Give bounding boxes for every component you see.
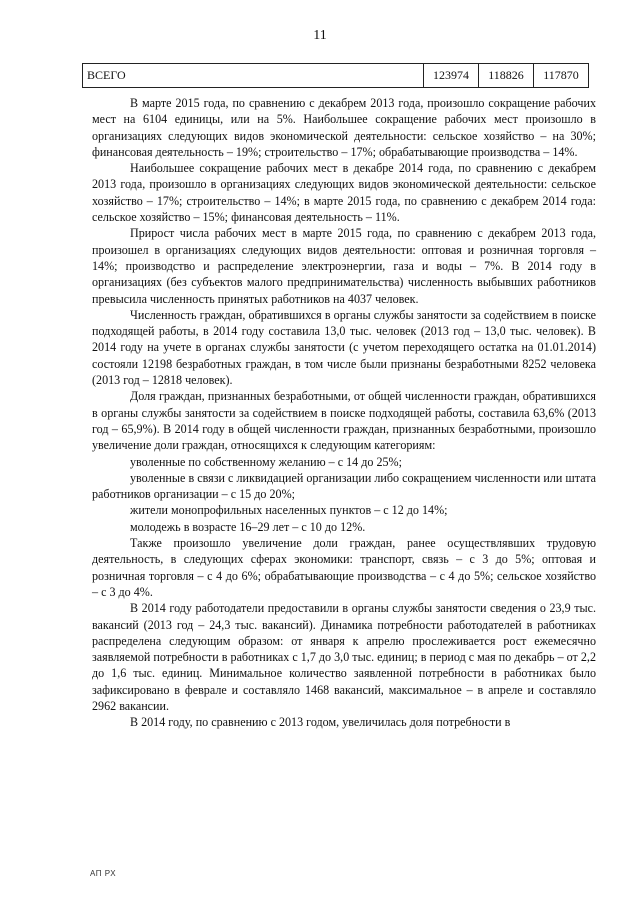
list-item: уволенные по собственному желанию – с 14 до 25%; [130,454,402,469]
paragraph: Прирост числа рабочих мест в марте 2015 года, по сравнению с декабрем 2013 года, произошел в организациях следующих видов деятельности: оптовая и розничная торговля – 14%; производство и распределение электроэнергии, газа и воды – 7%. В 2014 году в организациях (без субъектов малого предпринимательства) численность выбывших работников превысила численность принятых работников на 4037 человек. [92,226,596,306]
total-table [82,63,589,88]
table-cell-value: 117870 [534,64,589,88]
page-number: 11 [313,28,327,43]
document-body [92,95,596,731]
footer-mark: АП РХ [90,869,117,878]
list-item: жители монопрофильных населенных пунктов – с 12 до 14%; [130,503,448,518]
table-cell-value: 118826 [479,64,534,88]
paragraph: В марте 2015 года, по сравнению с декабрем 2013 года, произошло сокращение рабочих мест на 6104 единицы, или на 5%. Наибольшее сокращение рабочих мест произошло в организациях следующих видов экономической деятельности: сельское хозяйство – на 30%; финансовая деятельность – 19%; строительство – 17%; обрабатывающие производства – 14%. [92,96,596,159]
paragraph: Численность граждан, обратившихся в органы службы занятости за содействием в поиске подходящей работы, в 2014 году составила 13,0 тыс. человек (2013 год – 13,0 тыс. человек). В 2014 году на учете в органах службы занятости (с учетом переходящего остатка на 01.01.2014) состояли 12198 безработных граждан, в том числе были признаны безработными 8252 человека (2013 год – 12818 человек). [92,307,596,388]
paragraph: В 2014 году работодатели предоставили в органы службы занятости сведения о 23,9 тыс. вакансий (2013 год – 24,3 тыс. вакансий). Динамика потребности работодателей в работниках распределена следующим образом: от января к апрелю прослеживается рост ежемесячно заявляемой потребности в работниках с 1,7 до 3,0 тыс. единиц; в период с мая по декабрь – от 2,2 до 1,6 тыс. единиц. Минимальное количество заявленной потребности в работниках было зафиксировано в феврале и составляло 1468 вакансий, максимальное – в апреле и составляло 2962 вакансии. [92,601,596,713]
paragraph: Доля граждан, признанных безработными, от общей численности граждан, обратившихся в органы службы занятости за содействием в поиске подходящей работы, составила 63,6% (2013 год – 65,9%). В 2014 году в общей численности граждан, признанных безработными, произошло увеличение доли граждан, относящихся к следующим категориям: [92,389,596,453]
table-cell-label: ВСЕГО [83,64,424,88]
table-cell-value: 123974 [424,64,479,88]
paragraph: Также произошло увеличение доли граждан, ранее осуществлявших трудовую деятельность, в следующих сферах экономики: транспорт, связь – с 3 до 5%; оптовая и розничная торговля – с 4 до 6%; обрабатывающие производства – с 4 до 5%; сельское хозяйство – с 3 до 4%. [92,536,596,599]
table-row [83,64,589,88]
paragraph: Наибольшее сокращение рабочих мест в декабре 2014 года, по сравнению с декабрем 2013 года, произошло в организациях следующих видов экономической деятельности: сельское хозяйство – 17%; строительство – 14%; в марте 2015 года, по сравнению с декабрем 2014 года: сельское хозяйство – 15%; финансовая деятельность – 11%. [92,161,596,225]
list-item: уволенные в связи с ликвидацией организации либо сокращением численности или штата работников организации – с 15 до 20%; [92,470,596,502]
paragraph: В 2014 году, по сравнению с 2013 годом, увеличилась доля потребности в [130,715,511,730]
list-item: молодежь в возрасте 16–29 лет – с 10 до 12%. [130,519,366,534]
